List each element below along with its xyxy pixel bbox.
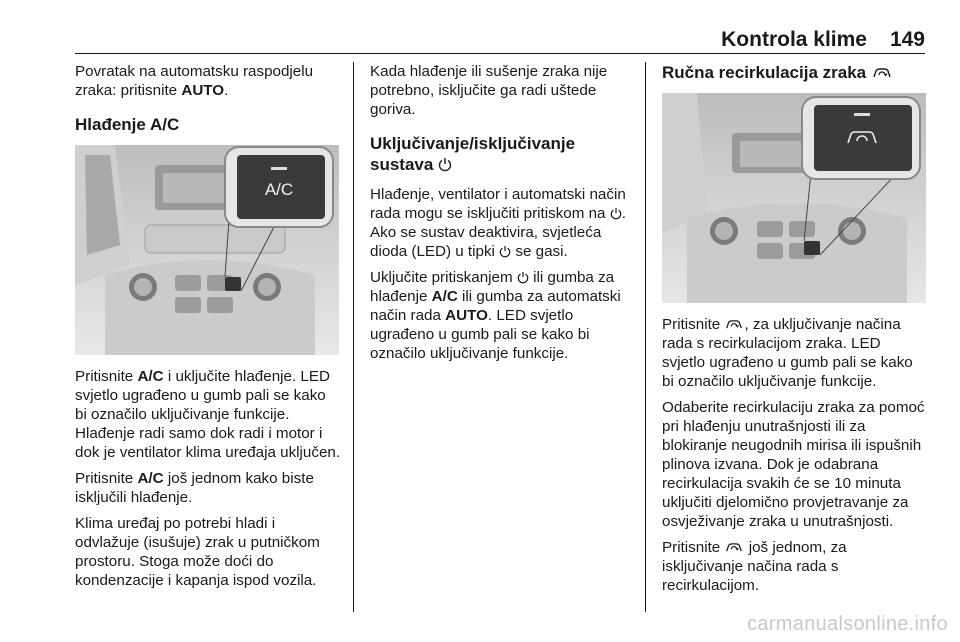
- onoff-paragraph-2: Uključite pritiskanjem ili gumba za hlađenje A/C ili gumba za automatski način rada AUTO. LED svjetlo ugrađeno u gumb pali se kako bi označilo uključivanje funkcije.: [370, 269, 621, 362]
- column-2: [370, 62, 636, 370]
- column-divider-2: [645, 62, 646, 612]
- recirculation-icon: [724, 541, 744, 554]
- recirculation-icon: [724, 318, 744, 331]
- ac-button-photo: [75, 145, 339, 355]
- onoff-paragraph-1: Hlađenje, ventilator i automatski način rada mogu se isključiti pritiskom na . Ako se sustav deaktivira, svjetleća dioda (LED) u tipki se gasi.: [370, 186, 626, 260]
- power-icon: [610, 207, 622, 220]
- photo-ac-label: A/C: [264, 180, 294, 199]
- section-heading-onoff: Uključivanje/isključivanje sustava: [370, 134, 576, 174]
- column-1: [75, 62, 341, 597]
- recirculation-button-photo: [662, 93, 926, 303]
- power-icon: [438, 157, 452, 172]
- section-heading-ac: Hlađenje A/C: [75, 115, 180, 134]
- column-3: [662, 62, 926, 602]
- page-number: 149: [889, 28, 925, 51]
- fuel-saving-paragraph: Kada hlađenje ili sušenje zraka nije potrebno, isključite ga radi uštede goriva.: [370, 63, 608, 118]
- power-icon: [499, 245, 511, 258]
- column-divider-1: [353, 62, 354, 612]
- recirculation-paragraph-2: Odaberite recirkulaciju zraka za pomoć pri hlađenju unutrašnjosti ili za blokiranje neugodnih mirisa ili ispušnih plinova izvana. Dok je odabrana recirkulacija svakih će se 10 minuta uključiti djelomično provjetravanje za osvježivanje zraka u unutrašnjosti.: [662, 399, 925, 530]
- ac-paragraph-3: Klima uređaj po potrebi hladi i odvlažuje (isušuje) zrak u putničkom prostoru. Stoga može doći do kondenzacije i kapanja ispod vozila.: [75, 515, 320, 589]
- watermark: carmanualsonline.info: [747, 613, 948, 635]
- page-title: Kontrola klime: [721, 28, 867, 51]
- header-rule: [75, 53, 925, 54]
- ac-paragraph-2: Pritisnite A/C još jednom kako biste isključili hlađenje.: [75, 470, 314, 506]
- recirculation-paragraph-3: Pritisnite još jednom, za isključivanje načina rada s recirkulacijom.: [662, 539, 847, 594]
- recirculation-icon: [871, 66, 893, 80]
- ac-paragraph-1: Pritisnite A/C i uključite hlađenje. LED svjetlo ugrađeno u gumb pali se kako bi označilo uključivanje funkcije. Hlađenje radi samo dok radi i motor i dok je ventilator klima uređaja uključen.: [75, 368, 341, 461]
- intro-paragraph: Povratak na automatsku raspodjelu zraka: pritisnite AUTO.: [75, 63, 314, 99]
- section-heading-recirculation: Ručna recirkulacija zraka: [662, 62, 926, 83]
- power-icon: [517, 271, 529, 284]
- recirculation-paragraph-1: Pritisnite , za uključivanje načina rada s recirkulacijom zraka. LED svjetlo ugrađeno u gumb pali se kako bi označilo uključivanje funkcije.: [662, 316, 913, 390]
- page-header: [75, 28, 925, 52]
